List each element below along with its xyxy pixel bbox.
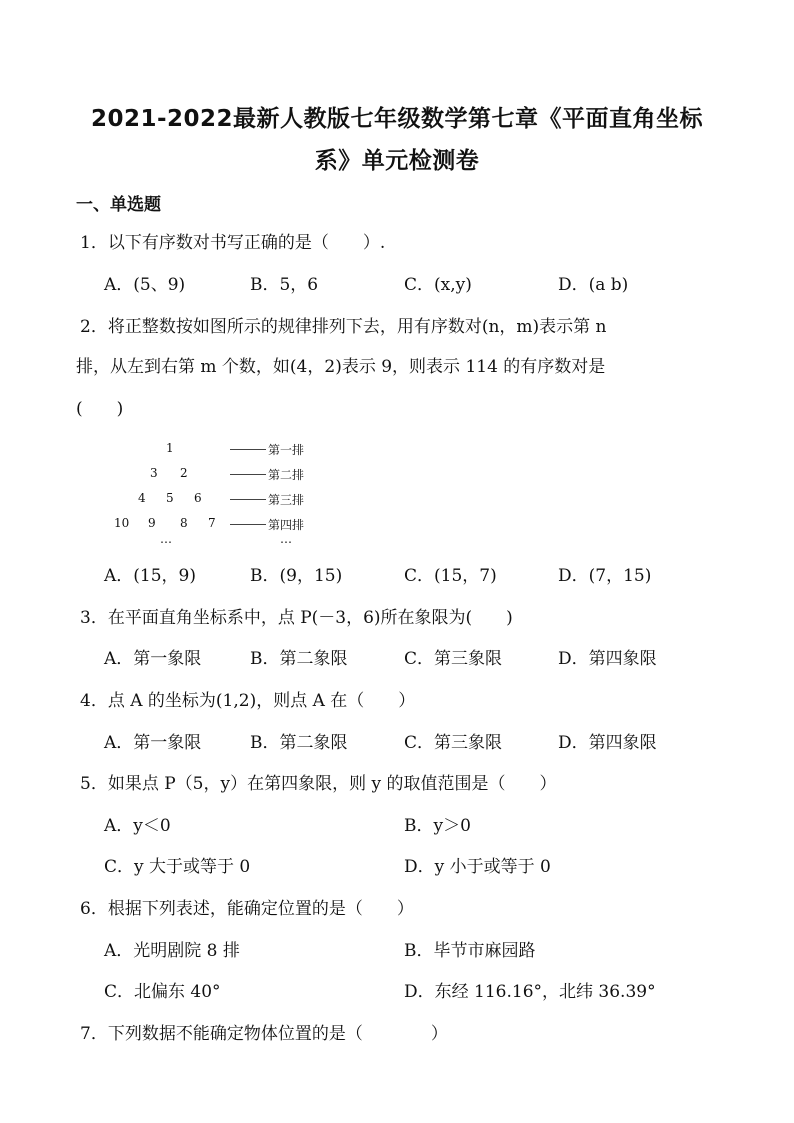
question-1: 1．以下有序数对书写正确的是（ ）. xyxy=(80,233,386,253)
question-2-line-1: 2．将正整数按如图所示的规律排列下去，用有序数对(n，m)表示第 n xyxy=(80,317,607,337)
q2-option-d: D．(7，15) xyxy=(558,566,652,586)
fig-leader-line xyxy=(230,524,266,525)
fig-number: 9 xyxy=(148,516,156,530)
q4-option-c: C．第三象限 xyxy=(404,733,503,753)
question-2-line-3: ( ) xyxy=(76,399,124,419)
q3-option-d: D．第四象限 xyxy=(558,649,657,669)
fig-number: 4 xyxy=(138,491,146,505)
q2-option-c: C．(15，7) xyxy=(404,566,497,586)
fig-row-label: 第四排 xyxy=(268,518,305,532)
fig-leader-line xyxy=(230,499,266,500)
title-line-2: 系》单元检测卷 xyxy=(314,148,480,174)
fig-number: 2 xyxy=(180,466,188,480)
fig-number: 1 xyxy=(166,441,174,455)
question-3: 3．在平面直角坐标系中，点 P(－3，6)所在象限为( ) xyxy=(80,608,513,628)
question-6: 6．根据下列表述，能确定位置的是（ ） xyxy=(80,899,414,919)
fig-leader-line xyxy=(230,449,266,450)
fig-number: 5 xyxy=(166,491,174,505)
question-5: 5．如果点 P（5，y）在第四象限，则 y 的取值范围是（ ） xyxy=(80,774,557,794)
q3-option-c: C．第三象限 xyxy=(404,649,503,669)
q4-option-a: A．第一象限 xyxy=(104,733,202,753)
question-4: 4．点 A 的坐标为(1,2)，则点 A 在（ ） xyxy=(80,691,416,711)
title-line-1: 2021-2022最新人教版七年级数学第七章《平面直角坐标 xyxy=(90,106,704,132)
fig-number: 8 xyxy=(180,516,188,530)
q2-option-b: B．(9，15) xyxy=(250,566,343,586)
q6-option-c: C．北偏东 40° xyxy=(104,982,221,1002)
q3-option-b: B．第二象限 xyxy=(250,649,348,669)
document-title xyxy=(60,98,734,182)
fig-row-label: 第一排 xyxy=(268,443,305,457)
q1-option-a: A．(5、9) xyxy=(104,275,186,295)
q4-option-b: B．第二象限 xyxy=(250,733,348,753)
fig-ellipsis-right: … xyxy=(280,532,292,546)
fig-row-label: 第三排 xyxy=(268,493,305,507)
fig-number: 3 xyxy=(150,466,158,480)
fig-leader-line xyxy=(230,474,266,475)
q6-option-a: A．光明剧院 8 排 xyxy=(104,941,240,961)
q1-option-b: B．5，6 xyxy=(250,275,319,295)
number-triangle-figure xyxy=(108,436,318,546)
fig-ellipsis-left: … xyxy=(160,532,172,546)
section-heading: 一、单选题 xyxy=(76,195,161,215)
fig-row-label: 第二排 xyxy=(268,468,305,482)
q1-option-d: D．(a b) xyxy=(558,275,629,295)
q1-option-c: C．(x,y) xyxy=(404,275,472,295)
fig-number: 7 xyxy=(208,516,216,530)
q6-option-b: B．毕节市麻园路 xyxy=(404,941,536,961)
q5-option-d: D．y 小于或等于 0 xyxy=(404,857,551,877)
question-7: 7．下列数据不能确定物体位置的是（ ） xyxy=(80,1024,448,1044)
q5-option-a: A．y＜0 xyxy=(104,816,171,836)
q3-option-a: A．第一象限 xyxy=(104,649,202,669)
q6-option-d: D．东经 116.16°，北纬 36.39° xyxy=(404,982,656,1002)
q5-option-b: B．y＞0 xyxy=(404,816,471,836)
fig-number: 10 xyxy=(114,516,130,530)
q4-option-d: D．第四象限 xyxy=(558,733,657,753)
question-2-line-2: 排，从左到右第 m 个数，如(4，2)表示 9，则表示 114 的有序数对是 xyxy=(76,357,606,377)
q5-option-c: C．y 大于或等于 0 xyxy=(104,857,251,877)
q2-option-a: A．(15，9) xyxy=(104,566,196,586)
fig-number: 6 xyxy=(194,491,202,505)
